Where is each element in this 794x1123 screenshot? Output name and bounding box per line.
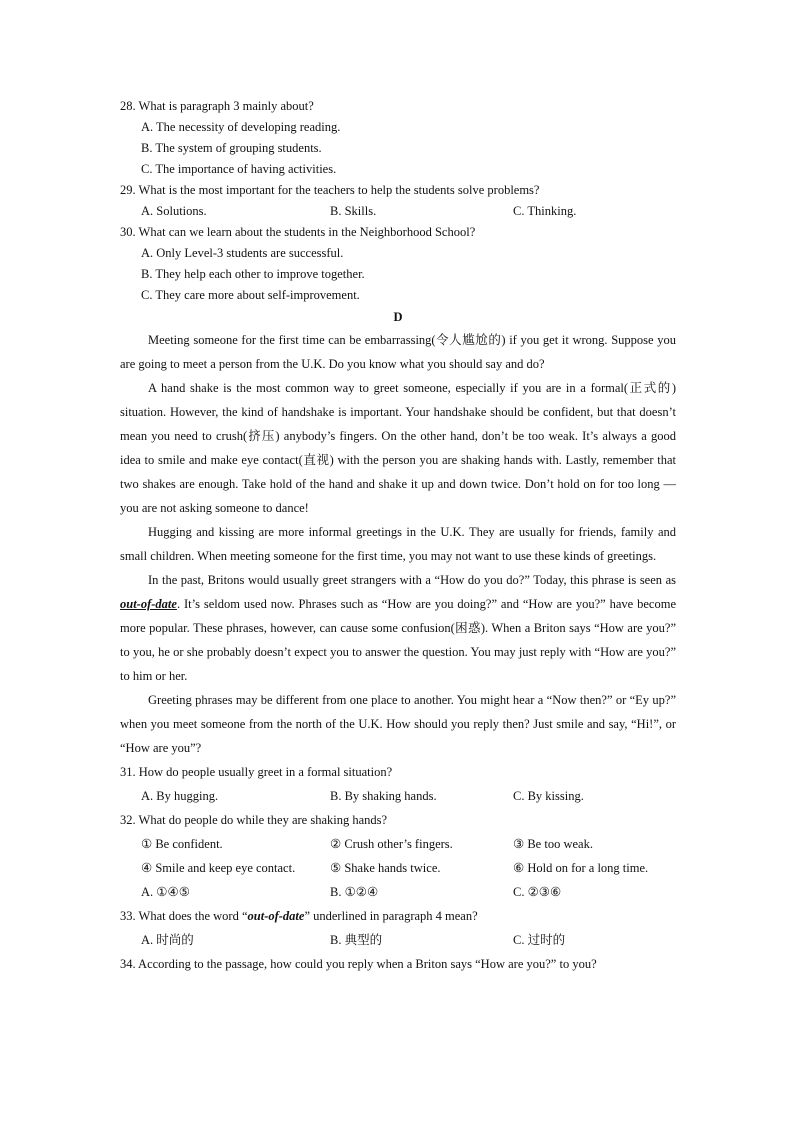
question-29-option-a: A. Solutions. xyxy=(141,204,207,218)
question-33-options xyxy=(141,928,676,952)
question-32-item-6: ⑥ Hold on for a long time. xyxy=(513,861,649,875)
question-30-option-c: C. They care more about self-improvement. xyxy=(141,288,360,302)
question-32-item-2: ② Crush other’s fingers. xyxy=(330,837,453,851)
paragraph-4-text-before: In the past, Britons would usually greet strangers with a “How do you do?” Today, this phrase is seen as xyxy=(148,573,676,587)
question-32-item-3: ③ Be too weak. xyxy=(513,837,593,851)
question-32-items-row-2 xyxy=(141,856,676,880)
question-29-option-c: C. Thinking. xyxy=(513,204,577,218)
question-28-stem: 28. What is paragraph 3 mainly about? xyxy=(120,99,314,113)
question-31-option-a: A. By hugging. xyxy=(141,789,219,803)
question-33-word: out-of-date xyxy=(247,909,305,923)
passage-paragraph-1: Meeting someone for the first time can be embarrassing(令人尴尬的) if you get it wrong. Suppose you are going to meet a person from the U.K. Do you know what you should say and do? xyxy=(120,333,676,371)
question-32-item-1: ① Be confident. xyxy=(141,837,223,851)
question-29-option-b: B. Skills. xyxy=(330,204,377,218)
question-29-options xyxy=(141,201,676,222)
question-32-stem: 32. What do people do while they are shaking hands? xyxy=(120,813,388,827)
question-33-stem-before: 33. What does the word “ xyxy=(120,909,248,923)
question-31-option-c: C. By kissing. xyxy=(513,789,584,803)
passage-paragraph-5: Greeting phrases may be different from one place to another. You might hear a “Now then?” or “Ey up?” when you meet someone from the north of the U.K. How should you reply then? Just smile and say, “Hi!”, or “How are you”? xyxy=(120,693,676,755)
question-32-items-row-1 xyxy=(141,832,676,856)
question-31-option-b: B. By shaking hands. xyxy=(330,789,437,803)
question-31-stem: 31. How do people usually greet in a formal situation? xyxy=(120,765,393,779)
question-33-stem-after: ” underlined in paragraph 4 mean? xyxy=(304,909,478,923)
passage-paragraph-4 xyxy=(120,568,676,688)
question-33-option-c: C. 过时的 xyxy=(513,933,566,947)
question-34-stem: 34. According to the passage, how could you reply when a Briton says “How are you?” to you? xyxy=(120,957,597,971)
question-32-option-c: C. ②③⑥ xyxy=(513,885,562,899)
question-28-option-c: C. The importance of having activities. xyxy=(141,162,337,176)
question-31-options xyxy=(141,784,676,808)
passage-paragraph-2: A hand shake is the most common way to greet someone, especially if you are in a formal(正式的) situation. However, the kind of handshake is important. Your handshake should be confident, but that doesn’t mean you need to crush(挤压) anybody’s fingers. On the other hand, don’t be too weak. It’s always a good idea to smile and make eye contact(直视) with the person you are shaking hands with. Lastly, remember that two shakes are enough. Take hold of the hand and shake it up and down twice. Don’t hold on for too long — you are not asking someone to dance! xyxy=(120,381,676,515)
question-29-stem: 29. What is the most important for the teachers to help the students solve problems? xyxy=(120,183,540,197)
question-33-option-b: B. 典型的 xyxy=(330,933,383,947)
question-32-option-a: A. ①④⑤ xyxy=(141,885,190,899)
question-33-stem xyxy=(120,904,676,928)
question-28-option-b: B. The system of grouping students. xyxy=(141,141,322,155)
question-28-option-a: A. The necessity of developing reading. xyxy=(141,120,341,134)
question-32-option-b: B. ①②④ xyxy=(330,885,379,899)
underlined-word: out-of-date xyxy=(120,597,177,611)
exam-page xyxy=(120,96,676,976)
question-32-item-4: ④ Smile and keep eye contact. xyxy=(141,861,296,875)
passage-paragraph-3: Hugging and kissing are more informal greetings in the U.K. They are usually for friends, family and small children. When meeting someone for the first time, you may not want to use these kinds of greetings. xyxy=(120,525,676,563)
question-32-options xyxy=(141,880,676,904)
question-33-option-a: A. 时尚的 xyxy=(141,933,194,947)
section-title: D xyxy=(393,310,403,324)
paragraph-4-text-after: . It’s seldom used now. Phrases such as “How are you doing?” and “How are you?” have become more popular. These phrases, however, can cause some confusion(困惑). When a Briton says “How are you?” to you, he or she probably doesn’t expect you to answer the question. You may just reply with “How are you?” to him or her. xyxy=(120,597,676,683)
question-30-option-b: B. They help each other to improve together. xyxy=(141,267,365,281)
question-30-option-a: A. Only Level-3 students are successful. xyxy=(141,246,344,260)
question-32-item-5: ⑤ Shake hands twice. xyxy=(330,861,441,875)
question-30-stem: 30. What can we learn about the students in the Neighborhood School? xyxy=(120,225,476,239)
